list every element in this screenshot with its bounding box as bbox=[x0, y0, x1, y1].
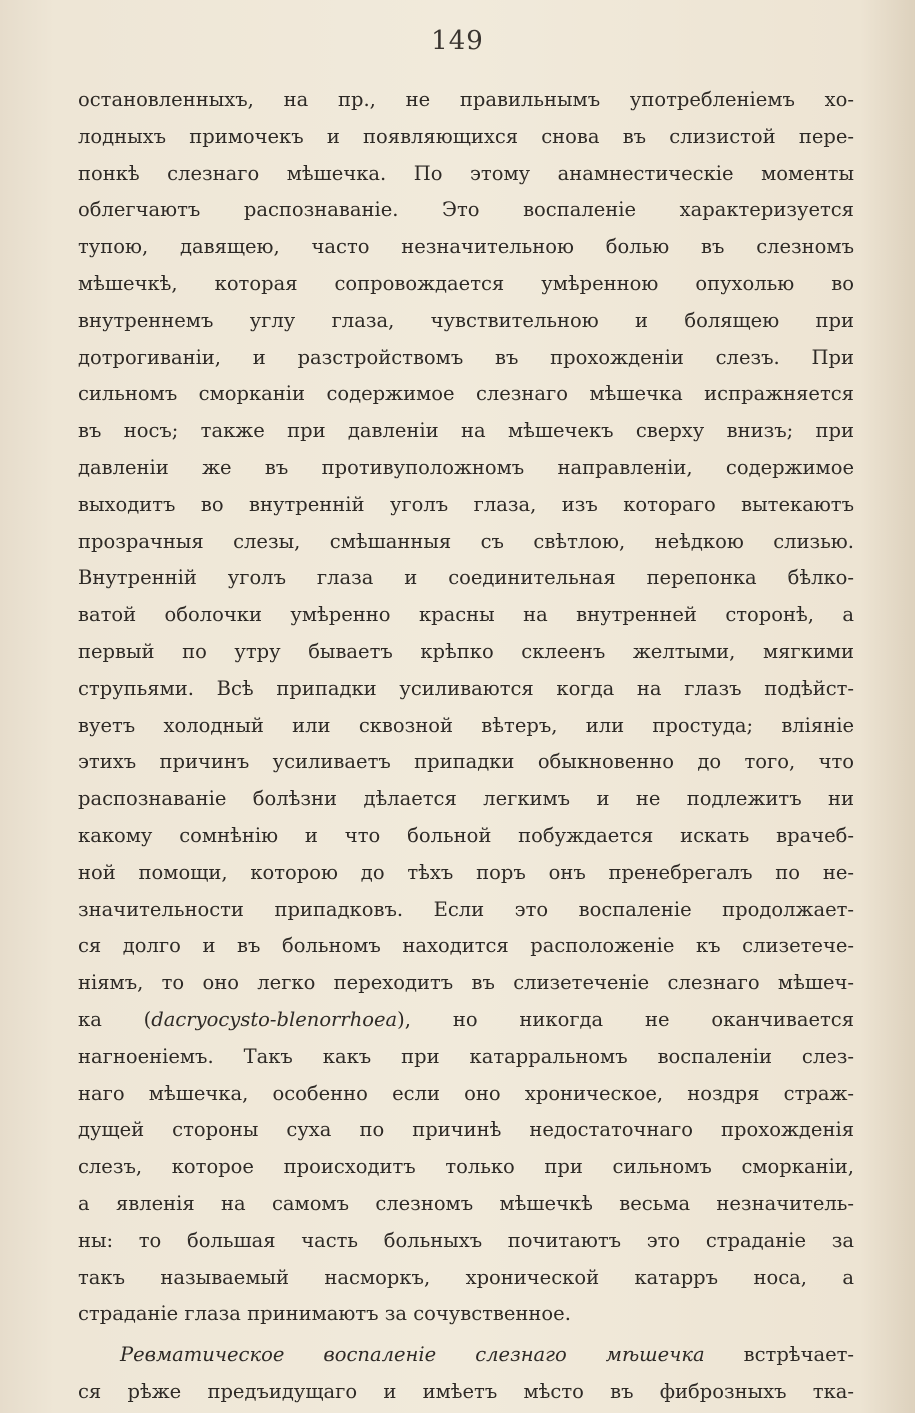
text-line: ны: то большая часть больныхъ почитаютъ это страданіе за bbox=[78, 1228, 854, 1252]
text-line: такъ называемый насморкъ, хронической катарръ носа, а bbox=[78, 1265, 854, 1289]
text-line: наго мѣшечка, особенно если оно хроническое, ноздря страж- bbox=[78, 1081, 854, 1105]
page-text bbox=[78, 82, 854, 1411]
text-line: облегчаютъ распознаваніе. Это воспаленіе характеризуется bbox=[78, 198, 854, 222]
text-line: Внутренній уголъ глаза и соединительная перепонка бѣлко- bbox=[78, 566, 854, 590]
text-line-latin: ка (dacryocysto-blenorrhoea), но никогда не оканчивается bbox=[78, 1007, 854, 1031]
text-line: струпьями. Всѣ припадки усиливаются когда на глазъ подѣйст- bbox=[78, 676, 854, 700]
text-line: внутреннемъ углу глаза, чувствительною и болящею при bbox=[78, 308, 854, 332]
text-line: этихъ причинъ усиливаетъ припадки обыкновенно до того, что bbox=[78, 750, 854, 774]
text-line: какому сомнѣнію и что больной побуждается искать врачеб- bbox=[78, 823, 854, 847]
page-number: 149 bbox=[431, 26, 484, 56]
text-line: страданіе глаза принимаютъ за сочувственное. bbox=[78, 1302, 571, 1326]
text-line: ватой оболочки умѣренно красны на внутренней сторонѣ, а bbox=[78, 603, 854, 627]
text-line: прозрачныя слезы, смѣшанныя съ свѣтлою, неѣдкою слизью. bbox=[78, 529, 854, 553]
text-line: понкѣ слезнаго мѣшечка. По этому анамнестическіе моменты bbox=[78, 161, 854, 185]
text-line: а явленія на самомъ слезномъ мѣшечкѣ весьма незначитель- bbox=[78, 1191, 854, 1215]
text-line: дущей стороны суха по причинѣ недостаточнаго прохожденія bbox=[78, 1118, 854, 1142]
text-line: дотрогиваніи, и разстройствомъ въ прохожденіи слезъ. При bbox=[78, 345, 854, 369]
text-line: лодныхъ примочекъ и появляющихся снова въ слизистой пере- bbox=[78, 124, 854, 148]
text-line: ся долго и въ больномъ находится расположеніе къ слизетече- bbox=[78, 934, 854, 958]
latin-term: dacryocysto-blenorrhoea bbox=[151, 1007, 398, 1031]
text-line: значительности припадковъ. Если это воспаленіе продолжает- bbox=[78, 897, 854, 921]
text-line: ной помощи, которою до тѣхъ поръ онъ пренебрегалъ по не- bbox=[78, 860, 854, 884]
text-span: встрѣчает- bbox=[704, 1343, 855, 1367]
text-line: первый по утру бываетъ крѣпко склеенъ желтыми, мягкими bbox=[78, 639, 854, 663]
text-line: сильномъ сморканіи содержимое слезнаго мѣшечка испражняется bbox=[78, 382, 854, 406]
text-line: распознаваніе болѣзни дѣлается легкимъ и не подлежитъ ни bbox=[78, 787, 854, 811]
text-line: давленіи же въ противуположномъ направленіи, содержимое bbox=[78, 455, 854, 479]
text-line: тупою, давящею, часто незначительною болью въ слезномъ bbox=[78, 235, 854, 259]
text-line: ся рѣже предъидущаго и имѣетъ мѣсто въ фиброзныхъ тка- bbox=[78, 1379, 854, 1403]
text-line: вуетъ холодный или сквозной вѣтеръ, или простуда; вліяніе bbox=[78, 713, 854, 737]
text-line: слезъ, которое происходитъ только при сильномъ сморканіи, bbox=[78, 1155, 854, 1179]
text-line: мѣшечкѣ, которая сопровождается умѣренною опухолью во bbox=[78, 271, 854, 295]
text-line-heading bbox=[78, 1337, 854, 1374]
text-line: ніямъ, то оно легко переходитъ въ слизетеченіе слезнаго мѣшеч- bbox=[78, 971, 854, 995]
text-line: остановленныхъ, на пр., не правильнымъ употребленіемъ хо- bbox=[78, 88, 854, 111]
text-line: въ носъ; также при давленіи на мѣшечекъ сверху внизъ; при bbox=[78, 419, 854, 443]
text-line: выходитъ во внутренній уголъ глаза, изъ котораго вытекаютъ bbox=[78, 492, 854, 516]
section-heading-italic: Ревматическое воспаленіе слезнаго мѣшечка bbox=[120, 1343, 705, 1367]
text-line: нагноеніемъ. Такъ какъ при катарральномъ воспаленіи слез- bbox=[78, 1044, 854, 1068]
